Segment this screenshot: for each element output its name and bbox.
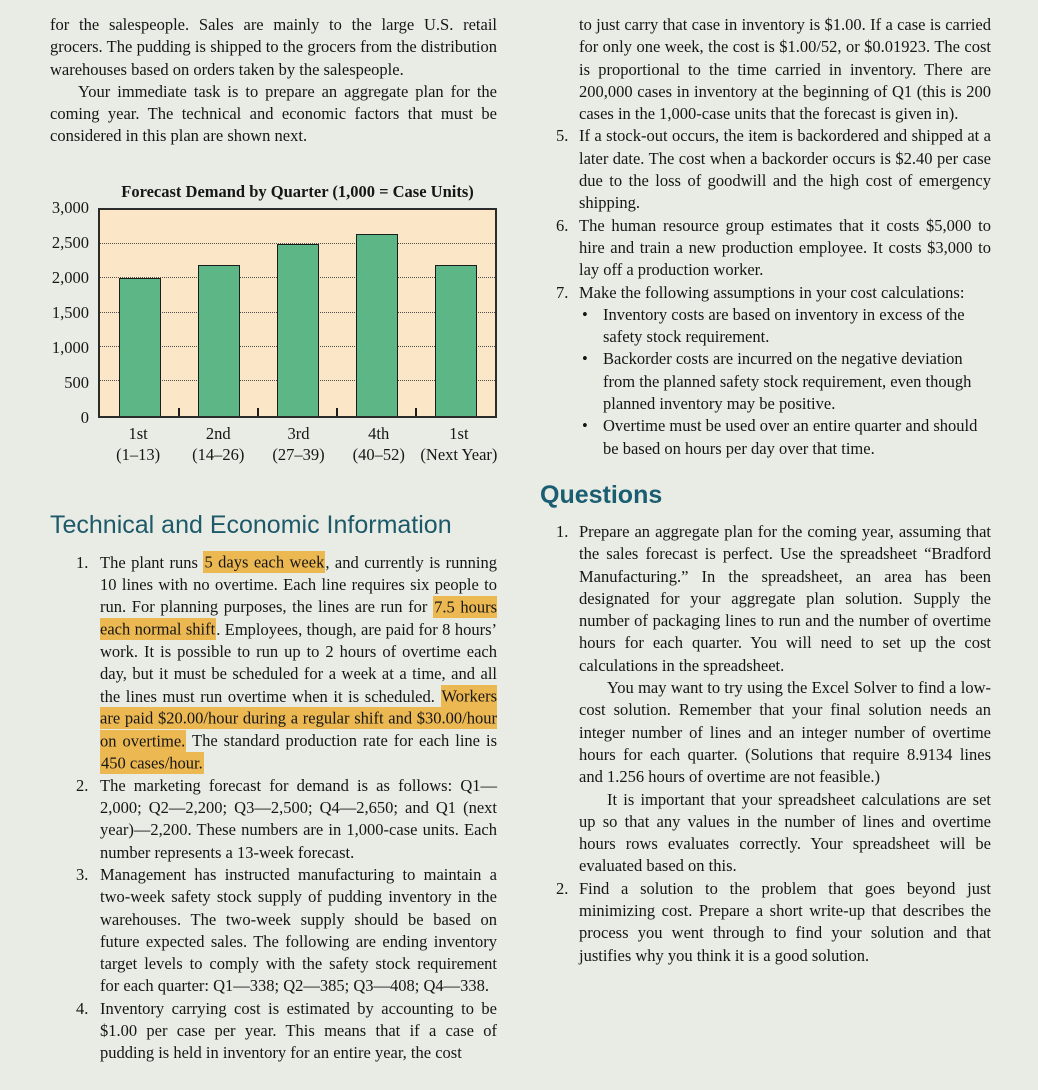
question-item-1 <box>540 521 991 878</box>
left-column <box>50 14 497 1065</box>
question-paragraph: It is important that your spreadsheet calculations are set up so that any values in the number of lines and overtime hours rows evaluates correctly. Your spreadsheet will be evaluated based on this. <box>579 789 991 876</box>
highlighted-text: 7.5 hours each normal shift <box>100 597 497 639</box>
y-tick-label: 1,500 <box>51 302 89 322</box>
bar-cell <box>337 210 416 416</box>
y-tick-label: 2,000 <box>51 267 89 287</box>
chart-title: Forecast Demand by Quarter (1,000 = Case Units) <box>121 181 474 201</box>
item-number: 3. <box>76 864 89 884</box>
y-tick-label: 500 <box>64 372 89 392</box>
highlighted-text: 5 days each week <box>204 552 325 572</box>
item-number: 2. <box>76 775 89 795</box>
list-item-6 <box>540 215 991 282</box>
question-text <box>579 521 991 878</box>
bar-cell <box>100 210 179 416</box>
y-tick-label: 0 <box>80 407 89 427</box>
bullet-icon: • <box>582 416 588 436</box>
question-paragraph: Prepare an aggregate plan for the coming year, assuming that the sales forecast is perfect. Use the spreadsheet “Bradford Manufacturing.” In the spreadsheet, an area has been designated for your aggregate plan solution. Supply the number of packaging lines to run and the number of overtime hours for each quarter. You will need to set up the cost calculations in the spreadsheet. <box>579 521 991 675</box>
bar-series <box>100 210 495 416</box>
list-item-3 <box>50 864 497 998</box>
item-text <box>579 282 991 460</box>
item-4-continuation-paragraph: to just carry that case in inventory is $1.00. If a case is carried for only one week, the cost is $1.00/52, or $0.01923. The cost is proportional to the time carried in inventory. There are 200,000 cases in inventory at the beginning of Q1 (this is 200 cases in the 1,000-case units that the forecast is given in). <box>579 15 991 124</box>
chart-x-axis <box>98 423 499 465</box>
item-number: 6. <box>556 215 569 235</box>
item-number: 1. <box>556 521 569 541</box>
bullet-item <box>579 304 991 349</box>
item-text: If a stock-out occurs, the item is backordered and shipped at a later date. The cost when a backorder occurs is $2.40 per case due to the loss of goodwill and the high cost of emergency shipping. <box>579 126 991 213</box>
bullet-icon: • <box>582 304 588 324</box>
x-tick <box>415 408 417 416</box>
chart-plot <box>98 208 497 418</box>
x-category-label: 3rd (27–39) <box>272 423 325 464</box>
question-item-2 <box>540 878 991 967</box>
x-tick <box>178 408 180 416</box>
y-tick-label: 3,000 <box>51 197 89 217</box>
chart-y-axis <box>50 197 98 427</box>
question-paragraph: You may want to try using the Excel Solver to find a low-cost solution. Remember that your final solution needs an integer number of lines and an integer number of overtime hours for each quarter. (Solutions that require 8.9134 lines and 1.256 hours of overtime are not feasible.) <box>579 678 991 787</box>
bar-cell <box>179 210 258 416</box>
list-item-4 <box>50 998 497 1065</box>
list-item-1 <box>50 552 497 775</box>
bar-cell <box>416 210 495 416</box>
item-number: 2. <box>556 878 569 898</box>
item-number: 5. <box>556 126 569 146</box>
x-category-label: 4th (40–52) <box>352 423 405 464</box>
section-heading-technical: Technical and Economic Information <box>50 510 452 539</box>
bullet-text: Inventory costs are based on inventory in excess of the safety stock requirement. <box>603 304 965 347</box>
bar-cell <box>258 210 337 416</box>
bullet-item <box>579 348 991 415</box>
bullet-text: Backorder costs are incurred on the negative deviation from the planned safety stock requirement, even though planned inventory may be positive. <box>603 349 972 414</box>
item-number: 1. <box>76 552 89 572</box>
bar <box>119 278 161 415</box>
x-tick <box>336 408 338 416</box>
bullet-text: Overtime must be used over an entire quarter and should be based on hours per day over that time. <box>603 416 978 458</box>
bar <box>356 234 398 416</box>
technical-list-continued <box>540 125 991 459</box>
item-number: 4. <box>76 998 89 1018</box>
chart-body <box>50 197 497 427</box>
bar <box>277 244 319 416</box>
questions-list <box>540 521 991 967</box>
bar <box>435 265 477 416</box>
question-text <box>579 878 991 967</box>
technical-list <box>50 552 497 1065</box>
bullet-icon: • <box>582 349 588 369</box>
list-item-5 <box>540 125 991 214</box>
assumptions-bullet-list <box>579 304 991 460</box>
item-text: The marketing forecast for demand is as follows: Q1—2,000; Q2—2,200; Q3—2,500; Q4—2,650; and Q1 (next year)—2,200. These numbers are in 1,000-case units. Each number represents a 13-week forecast. <box>100 775 497 862</box>
right-column <box>540 14 991 1065</box>
intro-paragraph-1: for the salespeople. Sales are mainly to the large U.S. retail grocers. The pudding is shipped to the grocers from the distribution warehouses based on orders taken by the salespeople. <box>50 15 497 79</box>
section-heading-questions: Questions <box>540 480 663 509</box>
intro-paragraph-2: Your immediate task is to prepare an aggregate plan for the coming year. The technical and economic factors that must be considered in this plan are shown next. <box>50 81 497 146</box>
item-number: 7. <box>556 282 569 302</box>
y-tick-label: 2,500 <box>51 232 89 252</box>
list-item-2 <box>50 775 497 864</box>
item-text: Management has instructed manufacturing to maintain a two-week safety stock supply of pudding inventory in the warehouses. The two-week supply should be based on future expected sales. The following are ending inventory target levels to comply with the safety stock requirement for each quarter: Q1—338; Q2—385; Q3—408; Q4—338. <box>100 864 497 996</box>
bar <box>198 265 240 416</box>
x-tick <box>257 408 259 416</box>
highlighted-text: 450 cases/hour. <box>101 753 203 773</box>
item-text: Inventory carrying cost is estimated by accounting to be $1.00 per case per year. This means that if a case of pudding is held in inventory for an entire year, the cost <box>100 998 497 1063</box>
x-category-label: 2nd (14–26) <box>192 423 245 464</box>
highlighted-text: Workers are paid $20.00/hour during a regular shift and $30.00/hour on overtime. <box>100 686 497 751</box>
item-text: The plant runs 5 days each week, and currently is running 10 lines with no overtime. Each line requires six people to run. For planning purposes, the lines are run for 7.5 hours each normal shift. Employees, though, are paid for 8 hours’ work. It is possible to run up to 2 hours of overtime each day, but it must be scheduled for a week at a time, and all the lines must run overtime when it is scheduled. Workers are paid $20.00/hour during a regular shift and $30.00/hour on overtime. The standard production rate for each line is 450 cases/hour. <box>100 552 498 773</box>
y-tick-label: 1,000 <box>51 337 89 357</box>
x-category-label: 1st (1–13) <box>116 423 161 464</box>
question-paragraph: Find a solution to the problem that goes beyond just minimizing cost. Prepare a short write-up that describes the process you went through to find your solution and that justifies why you think it is a good solution. <box>579 878 991 965</box>
bullet-item <box>579 415 991 460</box>
list-item-7 <box>540 282 991 460</box>
item-text: The human resource group estimates that it costs $5,000 to hire and train a new production employee. It costs $3,000 to lay off a production worker. <box>579 215 991 280</box>
item-7-lead-text: Make the following assumptions in your cost calculations: <box>579 282 965 302</box>
x-category-label: 1st (Next Year) <box>420 423 498 464</box>
forecast-demand-chart <box>50 182 497 465</box>
